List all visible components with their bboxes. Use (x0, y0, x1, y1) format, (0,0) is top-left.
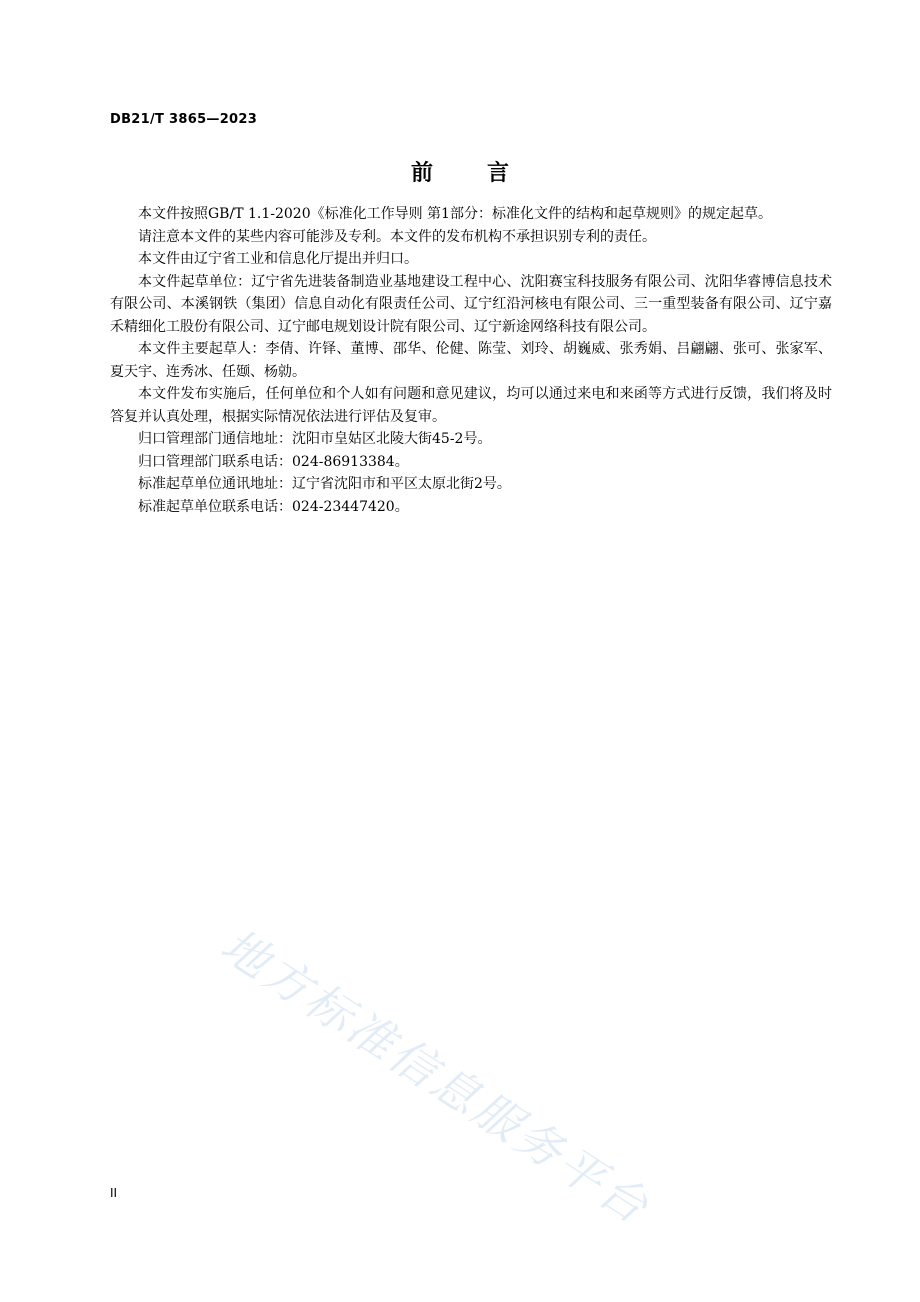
paragraph-feedback: 本文件发布实施后，任何单位和个人如有问题和意见建议，均可以通过来电和来函等方式进行反馈，我们将及时答复并认真处理，根据实际情况依法进行评估及复审。 (110, 386, 832, 425)
paragraph-drafter-phone: 标准起草单位联系电话：024-23447420。 (138, 498, 409, 515)
paragraph-patent-notice: 请注意本文件的某些内容可能涉及专利。本文件的发布机构不承担识别专利的责任。 (138, 228, 656, 245)
paragraph-proposer: 本文件由辽宁省工业和信息化厅提出并归口。 (138, 251, 418, 267)
watermark: 地方标准信息服务平台 (211, 917, 661, 1236)
paragraph-drafting-rules: 本文件按照GB/T 1.1-2020《标准化工作导则 第1部分：标准化文件的结构和起草规则》的规定起草。 (138, 206, 772, 222)
paragraph-authority-phone: 归口管理部门联系电话：024-86913384。 (138, 453, 409, 470)
paragraph-drafting-units: 本文件起草单位：辽宁省先进装备制造业基地建设工程中心、沈阳赛宝科技服务有限公司、沈阳华睿博信息技术有限公司、本溪钢铁（集团）信息自动化有限责任公司、辽宁红沿河核电有限公司、三一重型装备有限公司、辽宁嘉禾精细化工股份有限公司、辽宁邮电规划设计院有限公司、辽宁新途网络科技有限公司。 (110, 273, 832, 335)
paragraph-drafters: 本文件主要起草人：李倩、许铎、董博、邵华、伦健、陈莹、刘玲、胡巍威、张秀娟、吕翩翩、张可、张家军、夏天宇、连秀冰、任颋、杨勍。 (110, 341, 832, 380)
page-title: 前言 (410, 161, 563, 186)
paragraph-authority-address: 归口管理部门通信地址：沈阳市皇姑区北陵大街45-2号。 (138, 431, 492, 447)
document-code: DB21/T 3865—2023 (110, 112, 258, 127)
foreword-body (110, 203, 832, 518)
page-number: II (110, 1186, 118, 1200)
paragraph-drafter-address: 标准起草单位通讯地址：辽宁省沈阳市和平区太原北街2号。 (138, 476, 511, 492)
